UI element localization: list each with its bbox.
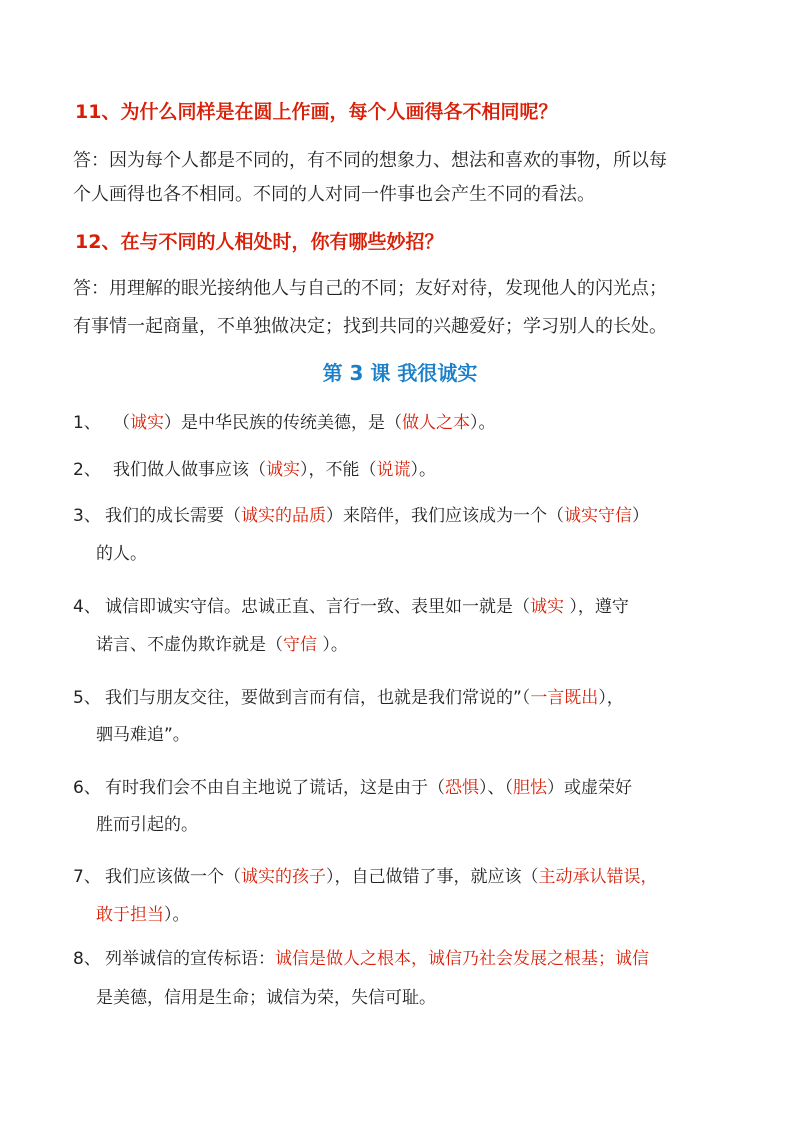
item-number: 1、 <box>73 413 101 433</box>
item-text: 我们做人做事应该（ <box>113 460 266 480</box>
item-number: 3、 <box>73 506 101 526</box>
list-item-8 <box>73 944 649 969</box>
item-text: ），遵守 <box>569 597 629 617</box>
item-number: 6、 <box>73 778 101 798</box>
answer-text: 诚信是做人之根本，诚信乃社会发展之根基；诚信 <box>275 949 649 969</box>
item-number: 5、 <box>73 688 101 708</box>
answer-text: 敢于担当 <box>96 905 164 925</box>
item-text: ），不能（ <box>300 460 377 480</box>
list-item-7-line-2 <box>96 900 190 925</box>
item-text: 我们应该做一个（ <box>105 867 241 887</box>
item-text: ） <box>632 506 649 526</box>
item-text: ）是中华民族的传统美德，是（ <box>164 413 402 433</box>
answer-text: 诚实守信 <box>564 506 632 526</box>
item-text: 诚信即诚实守信。忠诚正直、言行一致、表里如一就是（ <box>105 597 530 617</box>
item-number: 4、 <box>73 597 101 617</box>
item-text: ）或虚荣好 <box>547 778 632 798</box>
answer-text: 守信 <box>283 635 323 655</box>
list-item-2 <box>73 455 436 480</box>
answer-text: 一言既出 <box>530 688 599 708</box>
item-text: 有时我们会不由自主地说了谎话，这是由于（ <box>105 778 445 798</box>
answer-12-line-1: 答：用理解的眼光接纳他人与自己的不同；友好对待，发现他人的闪光点； <box>73 278 667 299</box>
item-number: 2、 <box>73 460 101 480</box>
list-item-6 <box>73 773 632 798</box>
question-11: 11、为什么同样是在圆上作画，每个人画得各不相同呢？ <box>75 101 558 123</box>
answer-text: 诚实的品质 <box>241 506 326 526</box>
answer-text: 恐惧 <box>445 778 479 798</box>
answer-text: 诚实 <box>530 597 570 617</box>
item-number: 7、 <box>73 867 101 887</box>
answer-text: 胆怯 <box>513 778 547 798</box>
list-item-4 <box>73 592 629 617</box>
list-item-4-line-2 <box>96 630 348 655</box>
answer-text: 做人之本 <box>402 413 470 433</box>
answer-11-line-2: 个人画得也各不相同。不同的人对同一件事也会产生不同的看法。 <box>73 184 595 205</box>
item-text: （ <box>113 413 130 433</box>
item-text: ）。 <box>322 635 348 655</box>
item-text: ）。 <box>470 413 496 433</box>
answer-text: 说谎 <box>376 460 411 480</box>
item-text: 我们与朋友交往，要做到言而有信，也就是我们常说的”（ <box>105 688 531 708</box>
answer-12-line-2: 有事情一起商量，不单独做决定；找到共同的兴趣爱好；学习别人的长处。 <box>73 316 667 337</box>
list-item-8-line-2: 是美德，信用是生命；诚信为荣，失信可耻。 <box>96 988 436 1008</box>
item-text: ）、（ <box>479 778 513 798</box>
item-text: ）。 <box>410 460 436 480</box>
answer-11-line-1: 答：因为每个人都是不同的，有不同的想象力、想法和喜欢的事物，所以每 <box>73 150 667 171</box>
item-text: ），自己做错了事，就应该（ <box>326 867 539 887</box>
item-text: ）来陪伴，我们应该成为一个（ <box>326 506 564 526</box>
item-text: ）。 <box>164 905 190 925</box>
question-12: 12、在与不同的人相处时，你有哪些妙招？ <box>75 231 444 253</box>
list-item-3 <box>73 501 649 526</box>
item-text: 列举诚信的宣传标语： <box>105 949 275 969</box>
list-item-6-line-2: 胜而引起的。 <box>96 815 198 835</box>
item-text: ）， <box>598 688 624 708</box>
answer-text: 诚实的孩子 <box>241 867 326 887</box>
list-item-3-line-2: 的人。 <box>96 544 147 564</box>
list-item-1 <box>73 408 496 433</box>
item-text: 我们的成长需要（ <box>105 506 241 526</box>
list-item-5 <box>73 683 624 708</box>
answer-text: 诚实 <box>130 413 164 433</box>
item-number: 8、 <box>73 949 101 969</box>
answer-text: 诚实 <box>266 460 300 480</box>
lesson-title: 第 3 课 我很诚实 <box>322 361 478 385</box>
list-item-5-line-2: 驷马难追”。 <box>96 725 190 745</box>
item-text: 诺言、不虚伪欺诈就是（ <box>96 635 283 655</box>
answer-text: 主动承认错误， <box>538 867 658 887</box>
list-item-7 <box>73 862 658 887</box>
